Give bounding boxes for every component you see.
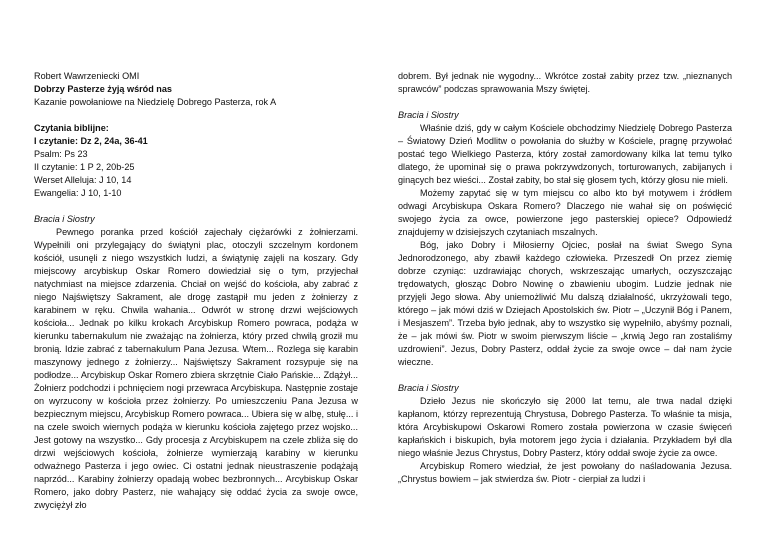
body-paragraph: Pewnego poranka przed kościół zajechały ciężarówki z żołnierzami. Wypełnili oni przylegający do świątyni plac, otoczyli szczelnym kordonem kościół, usunęli z niego wszystkich ludzi, a świątynię zajęli na koszary. Gdy miejscowy arcybiskup Oskar Romero dowiedział się o tym, przyjechał natychmiast na miejsce zdarzenia. Chciał on wejść do kościoła, aby zabrać z niego Najświętszy Sakrament, ale drogę zastąpił mu jeden z żołnierzy z karabinem w ręku. Chwila wahania... Odwrót w stronę drzwi wejściowych kościoła... Jednak po kilku krokach Arcybiskup Romero powraca, podąża w kierunku tabernakulum nie zważając na żołnierza, który przed chwilą groził mu bronią. Idzie zabrać z tabernakulum Pana Jezusa. Wtem... Rozlega się karabin maszynowy jednego z żołnierzy... Najświętszy Sakrament rozsypuje się na podłodze... Arcybiskup Oskar Romero zbiera skrzętnie Ciało Pańskie... Zdążył... Żołnierz podchodzi i pchnięciem nogi przewraca Arcybiskupa. Następnie zostaje on wyrzucony w kościoła przez żołnierzy. Po umieszczeniu Pana Jezusa w bezpiecznym miejscu, Arcybiskup Romero powraca... Ubiera się w albę, stułę... i na czele swoich wiernych podąża w kierunku kościoła zajętego przez wojsko... Jest gotowy na wszystko... Gdy procesja z Arcybiskupem na czele zbliża się do drzwi wejściowych kościoła, żołnierze wymierzają karabiny w kierunku odważnego Pasterza i jego owiec. Ci ostatni jednak nieustraszenie podążają naprzód... Karabiny żołnierzy opadają wobec bezbronnych... Arcybiskup Oskar Romero, jako dobry Pasterz, nie wahający się oddać życia za swoje owce, zwyciężył zło: [34, 227, 358, 510]
author-line: Robert Wawrzeniecki OMI: [34, 71, 140, 81]
first-reading: I czytanie: Dz 2, 24a, 36-41: [34, 136, 148, 146]
psalm-reading: Psalm: Ps 23: [34, 149, 88, 159]
salutation: Bracia i Siostry: [398, 383, 459, 393]
left-column: [34, 70, 358, 512]
body-paragraph: Właśnie dziś, gdy w całym Kościele obchodzimy Niedzielę Dobrego Pasterza – Światowy Dzień Modlitw o powołania do służby w Kościele, pragnę przywołać postać tego Wielkiego Pasterza, który został zamordowany kilka lat temu tylko dlatego, że upominał się o prawa pokrzywdzonych, torturowanych, zabijanych i ginących bez wieści... Został zabity, bo stał się głosem tych, którzy głosu nie mieli.: [398, 123, 732, 185]
readings-heading: Czytania biblijne:: [34, 123, 109, 133]
second-reading: II czytanie: 1 P 2, 20b-25: [34, 162, 135, 172]
sermon-title: Dobrzy Pasterze żyją wśród nas: [34, 84, 172, 94]
body-paragraph: Bóg, jako Dobry i Miłosierny Ojciec, posłał na świat Swego Syna Jednorodzonego, aby zbawił każdego człowieka. Przeszedł On przez ziemię dobrze czyniąc: uzdrawiając chorych, wskrzeszając umarłych, oczyszczając trędowatych, głosząc Dobro Nowinę o zbawieniu ubogim. Ludzie jednak nie przyjęli Jego słowa. Aby uniemożliwić Mu dalszą działalność, ukrzyżowali tego, którego – jak mówi dziś w Dziejach Apostolskich św. Piotr – „Uczynił Bóg i Panem, i Mesjaszem”. Trzeba było jednak, aby to wszystko się wypełniło, abyśmy poznali, że – jak mówi św. Piotr w swoim pierwszym liście – „krwią Jego ran zostaliśmy uzdrowieni”. Jezus, Dobry Pasterz, oddał życie za swoje owce – dał nam życie wieczne.: [398, 240, 732, 367]
alleluia-verse: Werset Alleluja: J 10, 14: [34, 175, 132, 185]
right-column: [398, 70, 732, 486]
body-paragraph: Dzieło Jezus nie skończyło się 2000 lat temu, ale trwa nadal dzięki kapłanom, którzy reprezentują Chrystusa, Dobrego Pasterza. To właśnie ta misja, która Arcybiskupowi Oskarowi Romero została powierzona w czasie święceń kapłańskich i biskupich, była motorem jego życia i działania. Przykładem był dla niego właśnie Jezus Chrystus, Dobry Pasterz, który oddał swoje życie za owce.: [398, 396, 732, 458]
body-paragraph: Możemy zapytać się w tym miejscu co albo kto był motywem i źródłem odwagi Arcybiskupa Oskara Romero? Dlaczego nie wahał się on poświęcić swojego życia za owce, powierzone jego pasterskiej opiece? Odpowiedź znajdujemy w dzisiejszych czytaniach mszalnych.: [398, 188, 732, 237]
gospel-reading: Ewangelia: J 10, 1-10: [34, 188, 122, 198]
salutation: Bracia i Siostry: [34, 214, 95, 224]
body-paragraph: Arcybiskup Romero wiedział, że jest powołany do naśladowania Jezusa. „Chrystus bowiem – jak stwierdza św. Piotr - cierpiał za ludzi i: [398, 461, 732, 484]
body-paragraph-continuation: dobrem. Był jednak nie wygodny... Wkrótce został zabity przez tzw. „nieznanych sprawców” podczas sprawowania Mszy świętej.: [398, 71, 732, 94]
salutation: Bracia i Siostry: [398, 110, 459, 120]
sermon-subtitle: Kazanie powołaniowe na Niedzielę Dobrego Pasterza, rok A: [34, 97, 277, 107]
